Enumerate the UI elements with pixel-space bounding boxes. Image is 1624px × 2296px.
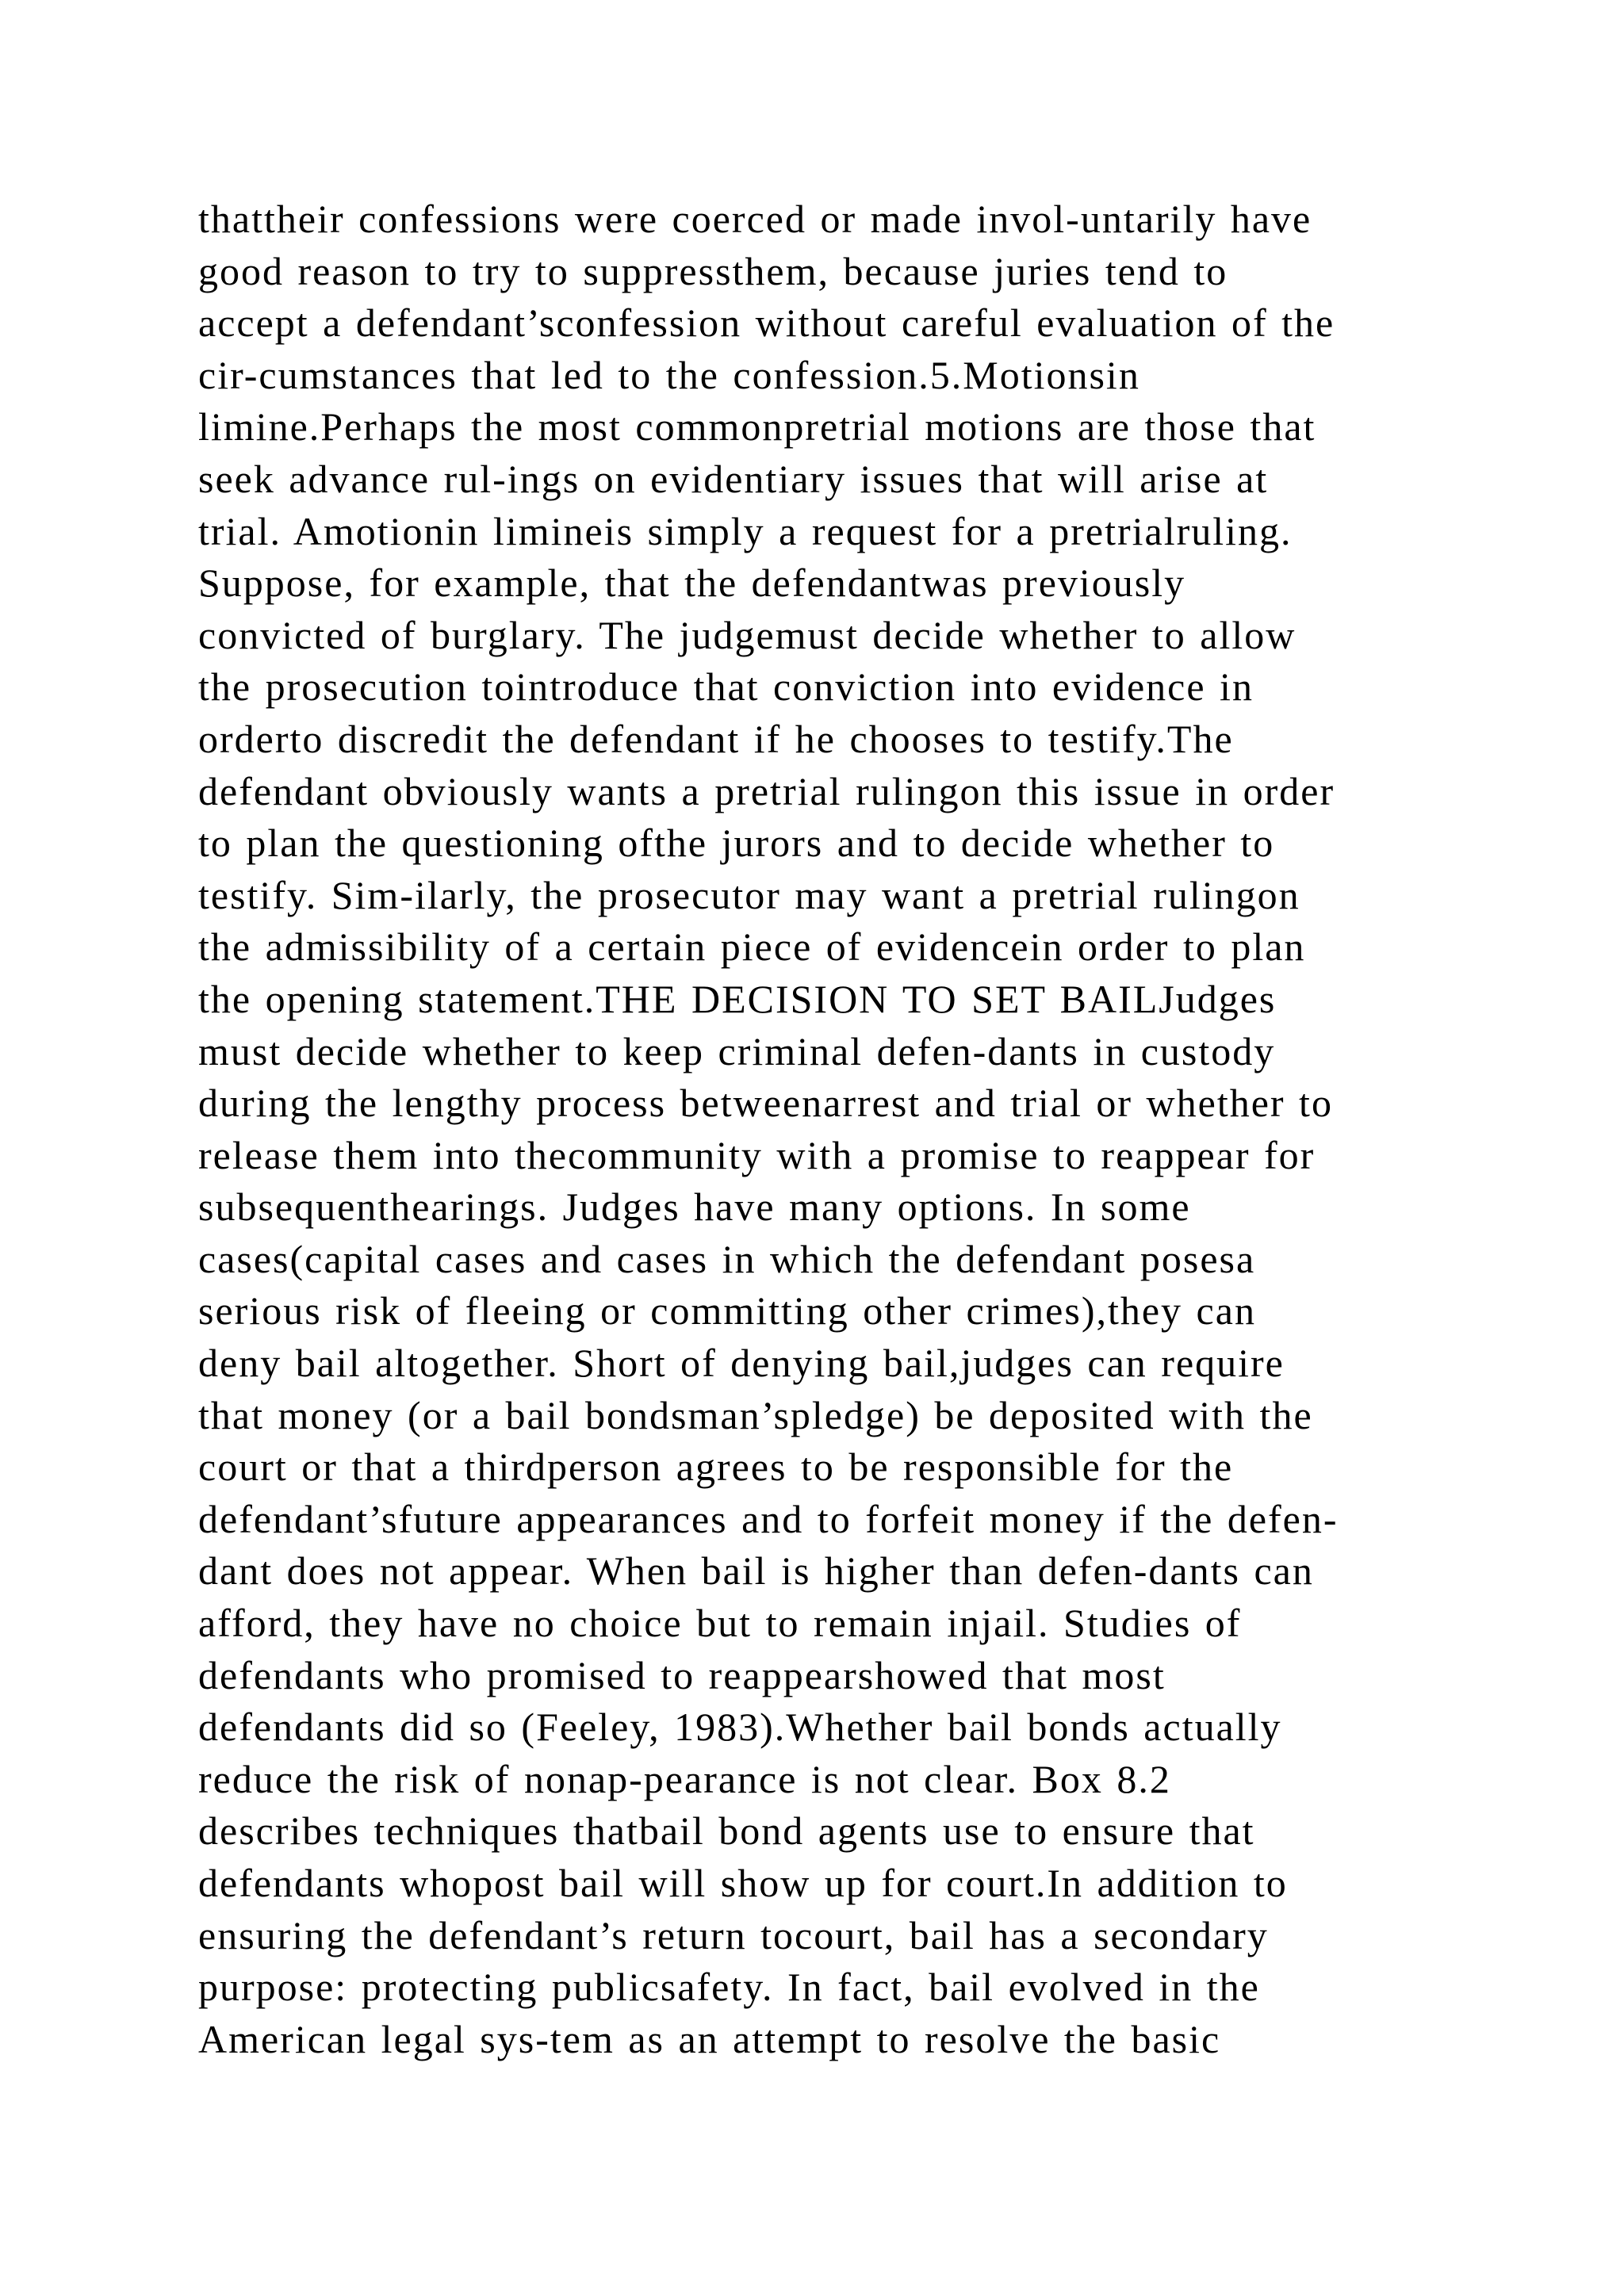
text-line: serious risk of fleeing or committing other crimes),they can (198, 1288, 1256, 1334)
text-line: the opening statement.THE DECISION TO SET BAILJudges (198, 976, 1277, 1021)
text-line: defendants who promised to reappearshowed that most (198, 1652, 1166, 1697)
text-line: afford, they have no choice but to remain injail. Studies of (198, 1601, 1242, 1646)
text-line: seek advance rul-ings on evidentiary issues that will arise at (198, 456, 1269, 501)
text-line: release them into thecommunity with a promise to reappear for (198, 1132, 1316, 1177)
text-line: deny bail altogether. Short of denying bail,judges can require (198, 1341, 1285, 1386)
text-line: Suppose, for example, that the defendantwas previously (198, 561, 1186, 606)
text-line: testify. Sim-ilarly, the prosecutor may want a pretrial rulingon (198, 872, 1300, 917)
text-line: convicted of burglary. The judgemust decide whether to allow (198, 612, 1297, 657)
text-line: good reason to try to suppressthem, because juries tend to (198, 248, 1228, 293)
text-line: the admissibility of a certain piece of evidencein order to plan (198, 924, 1306, 970)
text-line: subsequenthearings. Judges have many options. In some (198, 1184, 1191, 1230)
text-line: purpose: protecting publicsafety. In fact, bail evolved in the (198, 1965, 1260, 2010)
text-line: cases(capital cases and cases in which the defendant posesa (198, 1236, 1256, 1281)
text-line: accept a defendant’sconfession without careful evaluation of the (198, 300, 1335, 346)
text-line: trial. Amotionin limineis simply a request for a pretrialruling. (198, 508, 1293, 553)
text-line: to plan the questioning ofthe jurors and to decide whether to (198, 821, 1275, 866)
text-line: the prosecution tointroduce that conviction into evidence in (198, 664, 1254, 710)
text-line: must decide whether to keep criminal defen-dants in custody (198, 1028, 1276, 1073)
text-line: that money (or a bail bondsman’spledge) be deposited with the (198, 1392, 1313, 1437)
text-line: thattheir confessions were coerced or made invol-untarily have (198, 197, 1312, 241)
text-line: limine.Perhaps the most commonpretrial motions are those that (198, 404, 1316, 450)
body-text (198, 193, 1499, 2065)
text-line: during the lengthy process betweenarrest and trial or whether to (198, 1081, 1333, 1126)
text-line: orderto discredit the defendant if he chooses to testify.The (198, 716, 1234, 761)
text-line: reduce the risk of nonap-pearance is not clear. Box 8.2 (198, 1756, 1171, 1801)
text-line: defendant’sfuture appearances and to forfeit money if the defen- (198, 1496, 1339, 1541)
text-line: ensuring the defendant’s return tocourt, bail has a secondary (198, 1912, 1269, 1957)
text-line: court or that a thirdperson agrees to be responsible for the (198, 1445, 1234, 1490)
text-line: American legal sys-tem as an attempt to resolve the basic (198, 2016, 1221, 2061)
text-line: cir-cumstances that led to the confession.5.Motionsin (198, 352, 1140, 397)
text-line: defendant obviously wants a pretrial rulingon this issue in order (198, 768, 1335, 813)
text-line: describes techniques thatbail bond agents use to ensure that (198, 1808, 1255, 1854)
text-line: defendants did so (Feeley, 1983).Whether bail bonds actually (198, 1705, 1282, 1750)
text-line: dant does not appear. When bail is higher than defen-dants can (198, 1548, 1314, 1594)
text-line: defendants whopost bail will show up for court.In addition to (198, 1861, 1288, 1905)
